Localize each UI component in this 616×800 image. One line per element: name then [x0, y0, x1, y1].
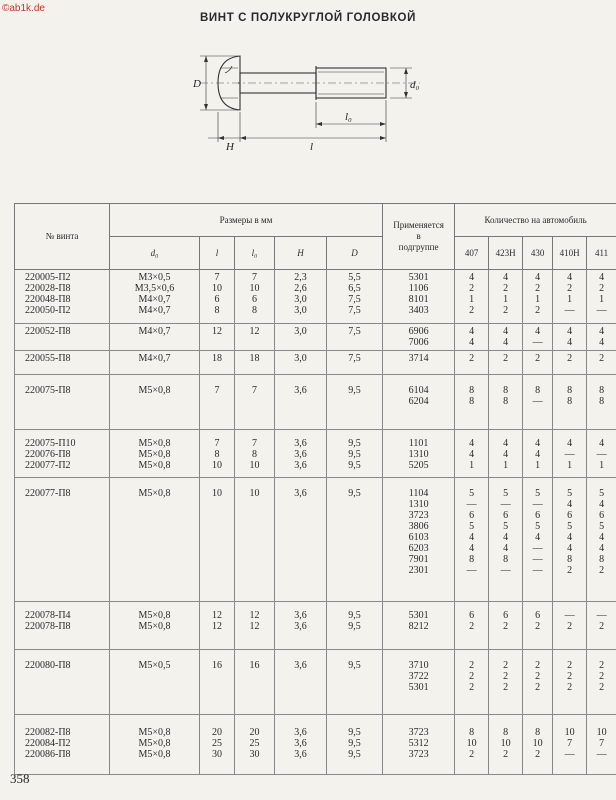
head-height-H: 3,0: [275, 351, 327, 375]
qty-411: 5 4 6 5 4 4 8 2: [587, 478, 616, 602]
qty-407: 2 2 2: [455, 650, 489, 715]
thread-d0: M5×0,8 M5×0,8 M5×0,8: [110, 715, 200, 775]
qty-407: 2: [455, 351, 489, 375]
qty-411: 10 7 —: [587, 715, 616, 775]
label-d0: d₀: [410, 79, 420, 91]
length-l: 7: [200, 375, 235, 430]
subgroup: 3723 5312 3723: [383, 715, 455, 775]
qty-423: 4 4: [489, 324, 523, 351]
thread-d0: M5×0,8 M5×0,8: [110, 602, 200, 650]
qty-423: 4 2 1 2: [489, 270, 523, 324]
qty-411: 4 2 1 —: [587, 270, 616, 324]
table-row: [15, 270, 616, 324]
qty-410: 5 4 6 5 4 4 8 2: [553, 478, 587, 602]
head-height-H: 3,0: [275, 324, 327, 351]
label-l0: l₀: [345, 111, 352, 123]
head-diameter-D: 9,5 9,5 9,5: [327, 430, 383, 478]
qty-423: 8 10 2: [489, 715, 523, 775]
qty-407: 4 4 1: [455, 430, 489, 478]
thread-d0: M3×0,5 M3,5×0,6 M4×0,7 M4×0,7: [110, 270, 200, 324]
qty-410: 4 — 1: [553, 430, 587, 478]
table-row: [15, 375, 616, 430]
table-row: [15, 715, 616, 775]
subgroup: 1101 1310 5205: [383, 430, 455, 478]
label-H: H: [226, 141, 234, 153]
screw-number: 220077-П8: [15, 478, 110, 602]
table-row: [15, 650, 616, 715]
qty-407: 5 — 6 5 4 4 8 —: [455, 478, 489, 602]
table-row: [15, 351, 616, 375]
header-model-423: 423Н: [489, 237, 523, 270]
qty-407: 6 2: [455, 602, 489, 650]
head-height-H: 2,3 2,6 3,0 3,0: [275, 270, 327, 324]
header-sizes: Размеры в мм: [110, 204, 383, 237]
head-height-H: 3,6 3,6: [275, 602, 327, 650]
length-l: 12 12: [200, 602, 235, 650]
qty-410: 4 4: [553, 324, 587, 351]
qty-430: 2 2 2: [523, 650, 553, 715]
header-l: l: [200, 237, 235, 270]
thread-length-l0: 16: [235, 650, 275, 715]
qty-423: 8 8: [489, 375, 523, 430]
thread-d0: M4×0,7: [110, 324, 200, 351]
qty-423: 2 2 2: [489, 650, 523, 715]
table-row: [15, 324, 616, 351]
head-height-H: 3,6: [275, 375, 327, 430]
qty-430: 8 —: [523, 375, 553, 430]
qty-430: 5 — 6 5 4 — — —: [523, 478, 553, 602]
length-l: 18: [200, 351, 235, 375]
table-row: [15, 602, 616, 650]
head-diameter-D: 9,5: [327, 650, 383, 715]
head-diameter-D: 5,5 6,5 7,5 7,5: [327, 270, 383, 324]
label-l: l: [310, 141, 314, 153]
head-diameter-D: 9,5 9,5: [327, 602, 383, 650]
header-model-430: 430: [523, 237, 553, 270]
screw-number: 220080-П8: [15, 650, 110, 715]
qty-430: 2: [523, 351, 553, 375]
length-l: 7 10 6 8: [200, 270, 235, 324]
thread-length-l0: 10: [235, 478, 275, 602]
page-title: ВИНТ С ПОЛУКРУГЛОЙ ГОЛОВКОЙ: [200, 12, 416, 24]
qty-407: 8 10 2: [455, 715, 489, 775]
head-height-H: 3,6: [275, 478, 327, 602]
head-height-H: 3,6: [275, 650, 327, 715]
qty-410: 10 7 —: [553, 715, 587, 775]
head-height-H: 3,6 3,6 3,6: [275, 715, 327, 775]
qty-411: 2: [587, 351, 616, 375]
page-number: 358: [10, 771, 30, 786]
subgroup: 6906 7006: [383, 324, 455, 351]
length-l: 12: [200, 324, 235, 351]
length-l: 16: [200, 650, 235, 715]
header-model-410: 410Н: [553, 237, 587, 270]
subgroup: 5301 1106 8101 3403: [383, 270, 455, 324]
qty-430: 4 2 1 2: [523, 270, 553, 324]
qty-407: 8 8: [455, 375, 489, 430]
qty-430: 4 4 1: [523, 430, 553, 478]
screw-number: 220082-П8 220084-П2 220086-П8: [15, 715, 110, 775]
screw-number: 220055-П8: [15, 351, 110, 375]
head-diameter-D: 9,5 9,5 9,5: [327, 715, 383, 775]
qty-423: 2: [489, 351, 523, 375]
thread-length-l0: 20 25 30: [235, 715, 275, 775]
qty-407: 4 2 1 2: [455, 270, 489, 324]
qty-430: 4 —: [523, 324, 553, 351]
screw-number: 220075-П10 220076-П8 220077-П2: [15, 430, 110, 478]
header-subgroup: Применяется в подгруппе: [383, 204, 455, 270]
qty-423: 6 2: [489, 602, 523, 650]
head-height-H: 3,6 3,6 3,6: [275, 430, 327, 478]
qty-411: — 2: [587, 602, 616, 650]
subgroup: 3714: [383, 351, 455, 375]
qty-410: 4 2 1 —: [553, 270, 587, 324]
header-d0: d₀: [110, 237, 200, 270]
qty-411: 2 2 2: [587, 650, 616, 715]
subgroup: 5301 8212: [383, 602, 455, 650]
head-diameter-D: 9,5: [327, 478, 383, 602]
thread-d0: M5×0,8: [110, 375, 200, 430]
length-l: 20 25 30: [200, 715, 235, 775]
screw-drawing: [180, 38, 440, 158]
header-H: H: [275, 237, 327, 270]
qty-430: 8 10 2: [523, 715, 553, 775]
screw-number: 220078-П4 220078-П8: [15, 602, 110, 650]
table-row: [15, 430, 616, 478]
header-D: D: [327, 237, 383, 270]
table-row: [15, 478, 616, 602]
qty-430: 6 2: [523, 602, 553, 650]
label-D: D: [193, 78, 201, 90]
thread-d0: M4×0,7: [110, 351, 200, 375]
qty-410: 2 2 2: [553, 650, 587, 715]
thread-length-l0: 12: [235, 324, 275, 351]
fastener-table: [14, 203, 616, 759]
subgroup: 3710 3722 5301: [383, 650, 455, 715]
length-l: 7 8 10: [200, 430, 235, 478]
thread-d0: M5×0,5: [110, 650, 200, 715]
thread-length-l0: 7 8 10: [235, 430, 275, 478]
screw-number: 220052-П8: [15, 324, 110, 351]
thread-length-l0: 12 12: [235, 602, 275, 650]
thread-length-l0: 7 10 6 8: [235, 270, 275, 324]
qty-423: 5 — 6 5 4 4 8 —: [489, 478, 523, 602]
header-model-411: 411: [587, 237, 616, 270]
length-l: 10: [200, 478, 235, 602]
qty-423: 4 4 1: [489, 430, 523, 478]
header-quantity: Количество на автомобиль: [455, 204, 616, 237]
head-diameter-D: 7,5: [327, 324, 383, 351]
subgroup: 1104 1310 3723 3806 6103 6203 7901 2301: [383, 478, 455, 602]
thread-d0: M5×0,8 M5×0,8 M5×0,8: [110, 430, 200, 478]
head-diameter-D: 9,5: [327, 375, 383, 430]
qty-410: — 2: [553, 602, 587, 650]
header-number: № винта: [15, 204, 110, 270]
qty-411: 8 8: [587, 375, 616, 430]
qty-410: 2: [553, 351, 587, 375]
thread-d0: M5×0,8: [110, 478, 200, 602]
qty-411: 4 4: [587, 324, 616, 351]
head-diameter-D: 7,5: [327, 351, 383, 375]
screw-number: 220075-П8: [15, 375, 110, 430]
subgroup: 6104 6204: [383, 375, 455, 430]
watermark: ©ab1k.de: [2, 3, 45, 14]
thread-length-l0: 7: [235, 375, 275, 430]
qty-410: 8 8: [553, 375, 587, 430]
thread-length-l0: 18: [235, 351, 275, 375]
qty-407: 4 4: [455, 324, 489, 351]
qty-411: 4 — 1: [587, 430, 616, 478]
header-l0: l₀: [235, 237, 275, 270]
header-model-407: 407: [455, 237, 489, 270]
screw-number: 220005-П2 220028-П8 220048-П8 220050-П2: [15, 270, 110, 324]
